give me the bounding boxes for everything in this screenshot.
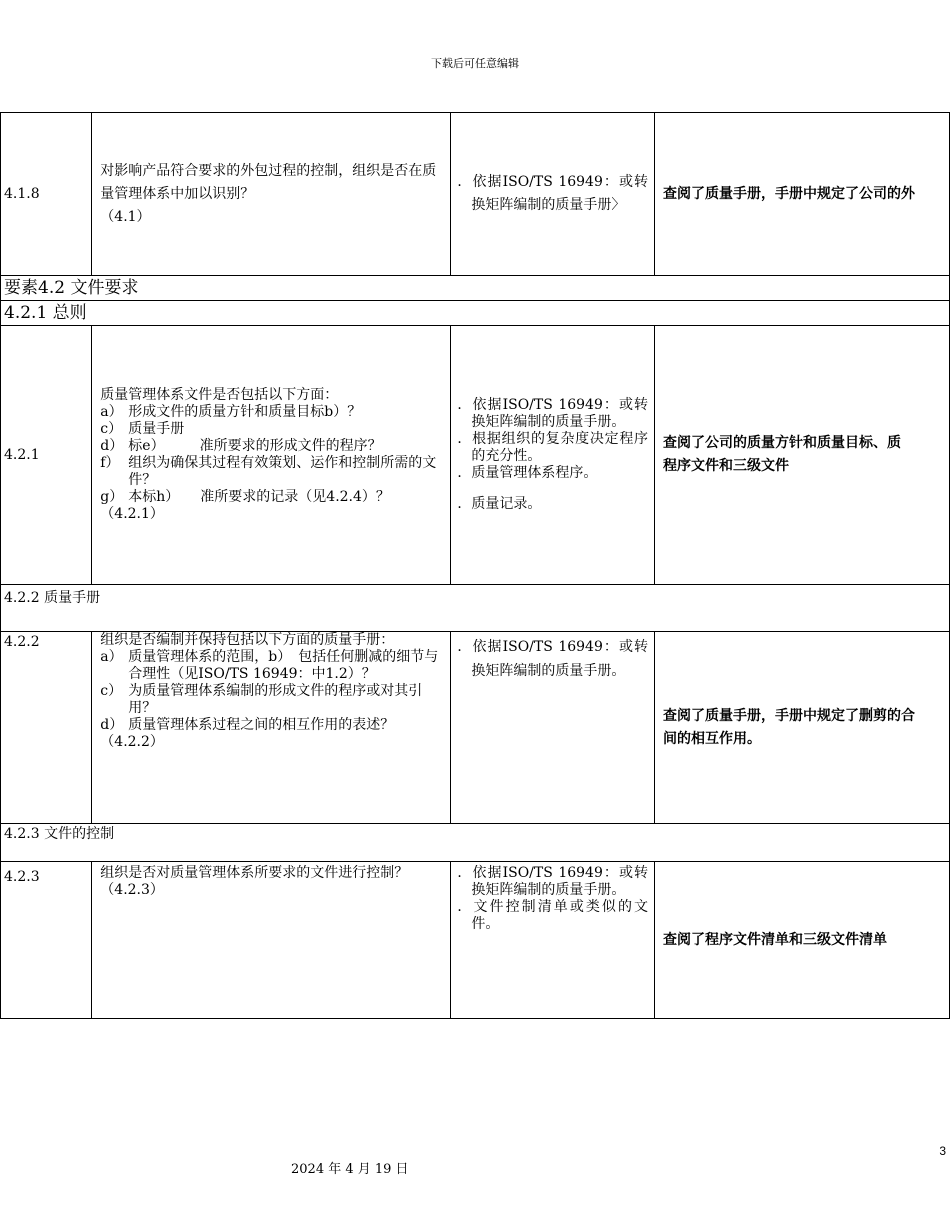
basis-cell xyxy=(451,326,655,585)
list-item: d） 标e） 准所要求的形成文件的程序？ xyxy=(100,438,382,454)
list-item: g） 本标h） 准所要求的记录（见4.2.4）？ xyxy=(100,489,390,505)
basis-cell xyxy=(451,113,655,276)
basis-item: ．根据组织的复杂度决定程序的充分性。 xyxy=(457,431,649,464)
finding-text: 查阅了公司的质量方针和质量目标、质 xyxy=(663,435,902,451)
section-row xyxy=(1,301,950,326)
section-title: 4.2.2 质量手册 xyxy=(1,585,950,632)
section-title: 要素4.2 文件要求 xyxy=(1,276,950,301)
finding-cell xyxy=(655,326,950,585)
basis-cell xyxy=(451,632,655,824)
page-number: 3 xyxy=(939,1144,946,1158)
table-row xyxy=(1,862,950,1019)
question-cell xyxy=(92,113,451,276)
finding-cell xyxy=(655,632,950,824)
basis-item: ．依据ISO/TS 16949：或转换矩阵编制的质量手册。 xyxy=(457,397,649,430)
list-item: a） 质量管理体系的范围，b） 包括任何删减的细节与合理性（见ISO/TS 16949：中1.2）？ xyxy=(100,649,439,682)
clause-id: 4.2.1 xyxy=(1,326,92,585)
section-row xyxy=(1,585,950,632)
finding-text: 程序文件和三级文件 xyxy=(663,458,790,474)
finding-text: 查阅了质量手册，手册中规定了公司的外 xyxy=(655,113,950,276)
finding-text: 间的相互作用。 xyxy=(663,730,762,747)
basis-item: ．文件控制清单或类似的文件。 xyxy=(457,899,649,932)
question-ref: （4.1） xyxy=(100,208,151,225)
table-row xyxy=(1,113,950,276)
table-row xyxy=(1,326,950,585)
basis-item: ．质量记录。 xyxy=(457,496,542,512)
clause-id: 4.2.3 xyxy=(1,862,92,1019)
finding-text: 查阅了质量手册，手册中规定了删剪的合 xyxy=(663,707,916,724)
question-ref: （4.2.2） xyxy=(100,734,164,750)
page-header: 下载后可任意编辑 xyxy=(431,57,519,70)
list-item: c） 为质量管理体系编制的形成文件的程序或对其引用？ xyxy=(100,683,423,716)
basis-item: ．依据ISO/TS 16949：或转换矩阵编制的质量手册〉 xyxy=(457,174,649,213)
section-title: 4.2.1 总则 xyxy=(1,301,950,326)
audit-checklist-table xyxy=(0,112,950,1019)
question-intro: 质量管理体系文件是否包括以下方面： xyxy=(100,387,339,403)
list-item: d） 质量管理体系过程之间的相互作用的表述？ xyxy=(100,717,395,733)
question-ref: （4.2.1） xyxy=(100,506,164,522)
question-cell xyxy=(92,632,451,824)
basis-cell xyxy=(451,862,655,1019)
footer-date: 2024 年 4 月 19 日 xyxy=(291,1162,409,1177)
basis-item: ．依据ISO/TS 16949：或转换矩阵编制的质量手册。 xyxy=(457,865,649,898)
question-intro: 组织是否编制并保持包括以下方面的质量手册： xyxy=(100,632,395,648)
question-cell xyxy=(92,326,451,585)
question-text: 对影响产品符合要求的外包过程的控制，组织是否在质量管理体系中加以识别？ xyxy=(100,162,437,202)
section-title: 4.2.3 文件的控制 xyxy=(1,824,950,862)
section-row xyxy=(1,276,950,301)
list-item: a） 形成文件的质量方针和质量目标b）？ xyxy=(100,404,362,420)
list-item: c） 质量手册 xyxy=(100,421,185,437)
basis-item: ．依据ISO/TS 16949：或转换矩阵编制的质量手册。 xyxy=(457,639,649,679)
question-text: 组织是否对质量管理体系所要求的文件进行控制？ xyxy=(100,865,409,881)
question-cell xyxy=(92,862,451,1019)
basis-item: ．质量管理体系程序。 xyxy=(457,465,598,481)
section-row xyxy=(1,824,950,862)
finding-text: 查阅了程序文件清单和三级文件清单 xyxy=(655,862,950,1019)
list-item: f） 组织为确保其过程有效策划、运作和控制所需的文件？ xyxy=(100,455,437,488)
question-ref: （4.2.3） xyxy=(100,882,164,898)
clause-id: 4.2.2 xyxy=(1,632,92,824)
clause-id: 4.1.8 xyxy=(1,113,92,276)
table-row xyxy=(1,632,950,824)
